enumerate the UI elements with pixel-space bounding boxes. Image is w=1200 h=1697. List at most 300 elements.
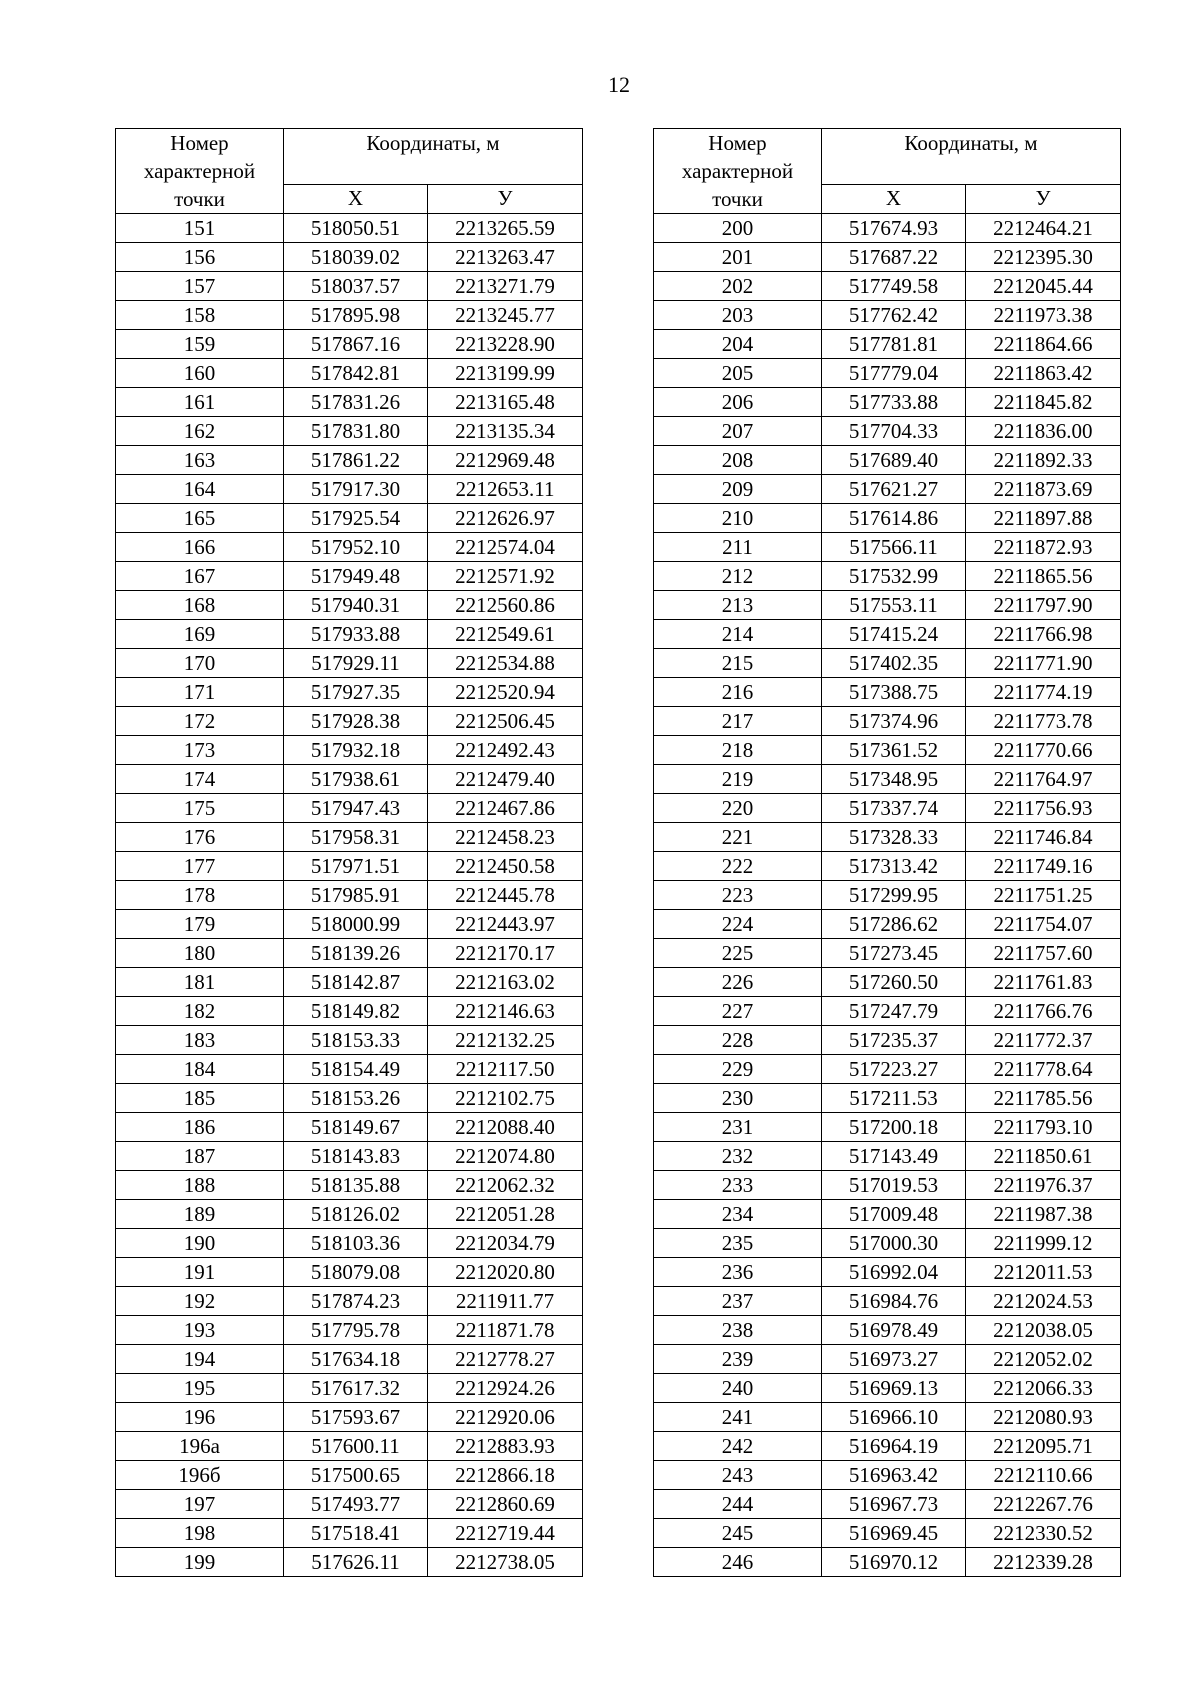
table-row bbox=[116, 620, 583, 649]
y-coordinate-cell: 2211766.98 bbox=[966, 620, 1121, 649]
x-coordinate-cell: 517402.35 bbox=[822, 649, 966, 678]
point-number-cell: 205 bbox=[654, 359, 822, 388]
table-row bbox=[116, 1084, 583, 1113]
point-number-cell: 163 bbox=[116, 446, 284, 475]
table-row bbox=[116, 591, 583, 620]
table-row bbox=[654, 1055, 1121, 1084]
y-coordinate-cell: 2212883.93 bbox=[428, 1432, 583, 1461]
table-row bbox=[116, 1519, 583, 1548]
x-coordinate-cell: 518079.08 bbox=[284, 1258, 428, 1287]
y-coordinate-cell: 2212860.69 bbox=[428, 1490, 583, 1519]
point-number-cell: 233 bbox=[654, 1171, 822, 1200]
y-coordinate-cell: 2212088.40 bbox=[428, 1113, 583, 1142]
y-column-header: У bbox=[428, 184, 583, 213]
point-number-header-line: Номер bbox=[708, 131, 767, 155]
x-coordinate-cell: 516984.76 bbox=[822, 1287, 966, 1316]
x-coordinate-cell: 517019.53 bbox=[822, 1171, 966, 1200]
page-number: 12 bbox=[608, 72, 630, 97]
table-row bbox=[654, 1200, 1121, 1229]
x-coordinate-cell: 517247.79 bbox=[822, 997, 966, 1026]
x-coordinate-cell: 517831.80 bbox=[284, 417, 428, 446]
point-number-cell: 169 bbox=[116, 620, 284, 649]
point-number-header-line: Номер bbox=[170, 131, 229, 155]
x-coordinate-cell: 517593.67 bbox=[284, 1403, 428, 1432]
table-row bbox=[116, 852, 583, 881]
y-coordinate-cell: 2212738.05 bbox=[428, 1548, 583, 1577]
header-row bbox=[654, 129, 1121, 185]
point-number-cell: 225 bbox=[654, 939, 822, 968]
x-coordinate-cell: 518126.02 bbox=[284, 1200, 428, 1229]
table-row bbox=[654, 301, 1121, 330]
table-body bbox=[116, 214, 583, 1577]
y-column-header: У bbox=[966, 184, 1121, 213]
x-coordinate-cell: 517958.31 bbox=[284, 823, 428, 852]
x-coordinate-cell: 517235.37 bbox=[822, 1026, 966, 1055]
table-row bbox=[654, 243, 1121, 272]
table-row bbox=[116, 939, 583, 968]
point-number-cell: 187 bbox=[116, 1142, 284, 1171]
x-coordinate-cell: 518037.57 bbox=[284, 272, 428, 301]
table-row bbox=[654, 736, 1121, 765]
y-coordinate-cell: 2212450.58 bbox=[428, 852, 583, 881]
x-coordinate-cell: 517928.38 bbox=[284, 707, 428, 736]
x-coordinate-cell: 518139.26 bbox=[284, 939, 428, 968]
point-number-cell: 218 bbox=[654, 736, 822, 765]
point-number-cell: 216 bbox=[654, 678, 822, 707]
point-number-cell: 160 bbox=[116, 359, 284, 388]
point-number-cell: 224 bbox=[654, 910, 822, 939]
x-coordinate-cell: 518103.36 bbox=[284, 1229, 428, 1258]
x-coordinate-cell: 517762.42 bbox=[822, 301, 966, 330]
table-row bbox=[654, 533, 1121, 562]
y-coordinate-cell: 2211797.90 bbox=[966, 591, 1121, 620]
table-row bbox=[654, 910, 1121, 939]
table-row bbox=[116, 765, 583, 794]
y-coordinate-cell: 2211770.66 bbox=[966, 736, 1121, 765]
x-coordinate-cell: 517689.40 bbox=[822, 446, 966, 475]
table-row bbox=[116, 1026, 583, 1055]
point-number-cell: 209 bbox=[654, 475, 822, 504]
point-number-cell: 158 bbox=[116, 301, 284, 330]
table-row bbox=[654, 1519, 1121, 1548]
y-coordinate-cell: 2211772.37 bbox=[966, 1026, 1121, 1055]
table-row bbox=[654, 330, 1121, 359]
y-coordinate-cell: 2212330.52 bbox=[966, 1519, 1121, 1548]
x-coordinate-cell: 517867.16 bbox=[284, 330, 428, 359]
y-coordinate-cell: 2211976.37 bbox=[966, 1171, 1121, 1200]
y-coordinate-cell: 2212163.02 bbox=[428, 968, 583, 997]
point-number-cell: 183 bbox=[116, 1026, 284, 1055]
x-coordinate-cell: 517779.04 bbox=[822, 359, 966, 388]
y-coordinate-cell: 2212924.26 bbox=[428, 1374, 583, 1403]
x-coordinate-cell: 517361.52 bbox=[822, 736, 966, 765]
y-coordinate-cell: 2211793.10 bbox=[966, 1113, 1121, 1142]
table-body bbox=[654, 214, 1121, 1577]
x-coordinate-cell: 517927.35 bbox=[284, 678, 428, 707]
point-number-cell: 200 bbox=[654, 214, 822, 243]
point-number-cell: 214 bbox=[654, 620, 822, 649]
y-coordinate-cell: 2212062.32 bbox=[428, 1171, 583, 1200]
point-number-cell: 151 bbox=[116, 214, 284, 243]
x-coordinate-cell: 516970.12 bbox=[822, 1548, 966, 1577]
point-number-cell: 198 bbox=[116, 1519, 284, 1548]
point-number-cell: 170 bbox=[116, 649, 284, 678]
table-row bbox=[654, 272, 1121, 301]
y-coordinate-cell: 2212051.28 bbox=[428, 1200, 583, 1229]
y-coordinate-cell: 2212443.97 bbox=[428, 910, 583, 939]
x-coordinate-cell: 518050.51 bbox=[284, 214, 428, 243]
point-number-cell: 193 bbox=[116, 1316, 284, 1345]
table-row bbox=[116, 1316, 583, 1345]
point-number-cell: 167 bbox=[116, 562, 284, 591]
x-coordinate-cell: 516973.27 bbox=[822, 1345, 966, 1374]
x-coordinate-cell: 517273.45 bbox=[822, 939, 966, 968]
x-coordinate-cell: 517200.18 bbox=[822, 1113, 966, 1142]
point-number-cell: 244 bbox=[654, 1490, 822, 1519]
y-coordinate-cell: 2212011.53 bbox=[966, 1258, 1121, 1287]
table-row bbox=[116, 1287, 583, 1316]
table-row bbox=[116, 1461, 583, 1490]
table-row bbox=[654, 562, 1121, 591]
x-coordinate-cell: 517328.33 bbox=[822, 823, 966, 852]
x-coordinate-cell: 516966.10 bbox=[822, 1403, 966, 1432]
point-number-cell: 201 bbox=[654, 243, 822, 272]
table-row bbox=[654, 649, 1121, 678]
table-row bbox=[116, 1258, 583, 1287]
x-coordinate-cell: 518039.02 bbox=[284, 243, 428, 272]
y-coordinate-cell: 2212020.80 bbox=[428, 1258, 583, 1287]
y-coordinate-cell: 2212080.93 bbox=[966, 1403, 1121, 1432]
x-coordinate-cell: 517938.61 bbox=[284, 765, 428, 794]
header-row bbox=[116, 129, 583, 185]
x-coordinate-cell: 517313.42 bbox=[822, 852, 966, 881]
table-row bbox=[116, 1055, 583, 1084]
x-coordinate-cell: 517286.62 bbox=[822, 910, 966, 939]
y-coordinate-cell: 2211751.25 bbox=[966, 881, 1121, 910]
point-number-cell: 241 bbox=[654, 1403, 822, 1432]
y-coordinate-cell: 2211749.16 bbox=[966, 852, 1121, 881]
point-number-cell: 208 bbox=[654, 446, 822, 475]
table-row bbox=[654, 852, 1121, 881]
y-coordinate-cell: 2211897.88 bbox=[966, 504, 1121, 533]
y-coordinate-cell: 2211778.64 bbox=[966, 1055, 1121, 1084]
y-coordinate-cell: 2212146.63 bbox=[428, 997, 583, 1026]
y-coordinate-cell: 2211987.38 bbox=[966, 1200, 1121, 1229]
y-coordinate-cell: 2212170.17 bbox=[428, 939, 583, 968]
x-coordinate-cell: 518153.33 bbox=[284, 1026, 428, 1055]
x-coordinate-cell: 517374.96 bbox=[822, 707, 966, 736]
table-row bbox=[654, 881, 1121, 910]
y-coordinate-cell: 2211999.12 bbox=[966, 1229, 1121, 1258]
y-coordinate-cell: 2212866.18 bbox=[428, 1461, 583, 1490]
x-coordinate-cell: 517929.11 bbox=[284, 649, 428, 678]
point-number-cell: 242 bbox=[654, 1432, 822, 1461]
y-coordinate-cell: 2212074.80 bbox=[428, 1142, 583, 1171]
y-coordinate-cell: 2212267.76 bbox=[966, 1490, 1121, 1519]
x-coordinate-cell: 517143.49 bbox=[822, 1142, 966, 1171]
y-coordinate-cell: 2211746.84 bbox=[966, 823, 1121, 852]
y-coordinate-cell: 2211761.83 bbox=[966, 968, 1121, 997]
y-coordinate-cell: 2212395.30 bbox=[966, 243, 1121, 272]
x-coordinate-cell: 518149.82 bbox=[284, 997, 428, 1026]
point-number-cell: 196а bbox=[116, 1432, 284, 1461]
point-number-header-line: характерной bbox=[143, 159, 256, 183]
y-coordinate-cell: 2212492.43 bbox=[428, 736, 583, 765]
y-coordinate-cell: 2211845.82 bbox=[966, 388, 1121, 417]
point-number-cell: 228 bbox=[654, 1026, 822, 1055]
y-coordinate-cell: 2211754.07 bbox=[966, 910, 1121, 939]
y-coordinate-cell: 2212549.61 bbox=[428, 620, 583, 649]
table-row bbox=[654, 939, 1121, 968]
y-coordinate-cell: 2212024.53 bbox=[966, 1287, 1121, 1316]
table-row bbox=[116, 214, 583, 243]
point-number-cell: 239 bbox=[654, 1345, 822, 1374]
x-coordinate-cell: 517009.48 bbox=[822, 1200, 966, 1229]
table-row bbox=[116, 301, 583, 330]
x-coordinate-cell: 517617.32 bbox=[284, 1374, 428, 1403]
point-number-cell: 159 bbox=[116, 330, 284, 359]
y-coordinate-cell: 2211774.19 bbox=[966, 678, 1121, 707]
point-number-cell: 220 bbox=[654, 794, 822, 823]
x-coordinate-cell: 517874.23 bbox=[284, 1287, 428, 1316]
point-number-cell: 196 bbox=[116, 1403, 284, 1432]
point-number-cell: 232 bbox=[654, 1142, 822, 1171]
point-number-cell: 156 bbox=[116, 243, 284, 272]
x-coordinate-cell: 518143.83 bbox=[284, 1142, 428, 1171]
y-coordinate-cell: 2212778.27 bbox=[428, 1345, 583, 1374]
x-coordinate-cell: 517795.78 bbox=[284, 1316, 428, 1345]
table-row bbox=[116, 1345, 583, 1374]
point-number-cell: 177 bbox=[116, 852, 284, 881]
y-coordinate-cell: 2213228.90 bbox=[428, 330, 583, 359]
point-number-cell: 192 bbox=[116, 1287, 284, 1316]
x-coordinate-cell: 517932.18 bbox=[284, 736, 428, 765]
y-coordinate-cell: 2211865.56 bbox=[966, 562, 1121, 591]
point-number-cell: 227 bbox=[654, 997, 822, 1026]
point-number-cell: 161 bbox=[116, 388, 284, 417]
table-row bbox=[116, 1548, 583, 1577]
y-coordinate-cell: 2212560.86 bbox=[428, 591, 583, 620]
x-coordinate-cell: 517415.24 bbox=[822, 620, 966, 649]
table-row bbox=[116, 968, 583, 997]
x-coordinate-cell: 517518.41 bbox=[284, 1519, 428, 1548]
point-number-cell: 175 bbox=[116, 794, 284, 823]
x-coordinate-cell: 518149.67 bbox=[284, 1113, 428, 1142]
y-coordinate-cell: 2212506.45 bbox=[428, 707, 583, 736]
x-coordinate-cell: 518154.49 bbox=[284, 1055, 428, 1084]
table-row bbox=[116, 1142, 583, 1171]
y-coordinate-cell: 2212969.48 bbox=[428, 446, 583, 475]
x-coordinate-cell: 517493.77 bbox=[284, 1490, 428, 1519]
y-coordinate-cell: 2212117.50 bbox=[428, 1055, 583, 1084]
x-coordinate-cell: 518153.26 bbox=[284, 1084, 428, 1113]
x-coordinate-cell: 517500.65 bbox=[284, 1461, 428, 1490]
table-row bbox=[116, 649, 583, 678]
point-number-cell: 203 bbox=[654, 301, 822, 330]
x-coordinate-cell: 517566.11 bbox=[822, 533, 966, 562]
table-row bbox=[116, 736, 583, 765]
x-coordinate-cell: 517600.11 bbox=[284, 1432, 428, 1461]
table-row bbox=[116, 446, 583, 475]
y-coordinate-cell: 2211892.33 bbox=[966, 446, 1121, 475]
y-coordinate-cell: 2212464.21 bbox=[966, 214, 1121, 243]
x-coordinate-cell: 517933.88 bbox=[284, 620, 428, 649]
coordinates-table-left bbox=[115, 128, 583, 1577]
table-row bbox=[116, 794, 583, 823]
y-coordinate-cell: 2212445.78 bbox=[428, 881, 583, 910]
table-row bbox=[654, 1026, 1121, 1055]
y-coordinate-cell: 2212458.23 bbox=[428, 823, 583, 852]
point-number-cell: 179 bbox=[116, 910, 284, 939]
table-row bbox=[654, 1142, 1121, 1171]
point-number-cell: 190 bbox=[116, 1229, 284, 1258]
table-row bbox=[116, 359, 583, 388]
point-number-cell: 243 bbox=[654, 1461, 822, 1490]
y-coordinate-cell: 2211863.42 bbox=[966, 359, 1121, 388]
point-number-cell: 230 bbox=[654, 1084, 822, 1113]
table-row bbox=[654, 678, 1121, 707]
y-coordinate-cell: 2212626.97 bbox=[428, 504, 583, 533]
point-number-cell: 162 bbox=[116, 417, 284, 446]
x-coordinate-cell: 517626.11 bbox=[284, 1548, 428, 1577]
x-coordinate-cell: 517949.48 bbox=[284, 562, 428, 591]
point-number-cell: 202 bbox=[654, 272, 822, 301]
point-number-cell: 173 bbox=[116, 736, 284, 765]
y-coordinate-cell: 2212653.11 bbox=[428, 475, 583, 504]
point-number-cell: 222 bbox=[654, 852, 822, 881]
y-coordinate-cell: 2212920.06 bbox=[428, 1403, 583, 1432]
point-number-cell: 236 bbox=[654, 1258, 822, 1287]
point-number-header bbox=[116, 129, 284, 214]
point-number-cell: 196б bbox=[116, 1461, 284, 1490]
x-coordinate-cell: 517211.53 bbox=[822, 1084, 966, 1113]
table-row bbox=[654, 1171, 1121, 1200]
x-column-header: Х bbox=[284, 184, 428, 213]
table-row bbox=[116, 272, 583, 301]
table-row bbox=[654, 823, 1121, 852]
y-coordinate-cell: 2212520.94 bbox=[428, 678, 583, 707]
point-number-cell: 165 bbox=[116, 504, 284, 533]
table-row bbox=[116, 417, 583, 446]
point-number-cell: 194 bbox=[116, 1345, 284, 1374]
x-coordinate-cell: 517634.18 bbox=[284, 1345, 428, 1374]
table-row bbox=[654, 591, 1121, 620]
x-coordinate-cell: 516967.73 bbox=[822, 1490, 966, 1519]
x-coordinate-cell: 517337.74 bbox=[822, 794, 966, 823]
table-row bbox=[116, 504, 583, 533]
y-coordinate-cell: 2211873.69 bbox=[966, 475, 1121, 504]
coordinates-table-right bbox=[653, 128, 1121, 1577]
point-number-cell: 188 bbox=[116, 1171, 284, 1200]
point-number-cell: 212 bbox=[654, 562, 822, 591]
y-coordinate-cell: 2211911.77 bbox=[428, 1287, 583, 1316]
table-row bbox=[116, 562, 583, 591]
y-coordinate-cell: 2212095.71 bbox=[966, 1432, 1121, 1461]
table-row bbox=[654, 1084, 1121, 1113]
table-row bbox=[116, 475, 583, 504]
table-row bbox=[654, 388, 1121, 417]
point-number-cell: 210 bbox=[654, 504, 822, 533]
point-number-cell: 206 bbox=[654, 388, 822, 417]
x-coordinate-cell: 517971.51 bbox=[284, 852, 428, 881]
point-number-cell: 184 bbox=[116, 1055, 284, 1084]
y-coordinate-cell: 2211764.97 bbox=[966, 765, 1121, 794]
table-row bbox=[116, 1374, 583, 1403]
point-number-cell: 157 bbox=[116, 272, 284, 301]
table-row bbox=[116, 1403, 583, 1432]
x-coordinate-cell: 517553.11 bbox=[822, 591, 966, 620]
point-number-cell: 219 bbox=[654, 765, 822, 794]
x-coordinate-cell: 517621.27 bbox=[822, 475, 966, 504]
y-coordinate-cell: 2211871.78 bbox=[428, 1316, 583, 1345]
point-number-header-line: точки bbox=[174, 187, 225, 211]
table-row bbox=[116, 243, 583, 272]
x-column-header: Х bbox=[822, 184, 966, 213]
point-number-header-line: характерной bbox=[681, 159, 794, 183]
y-coordinate-cell: 2212052.02 bbox=[966, 1345, 1121, 1374]
x-coordinate-cell: 516992.04 bbox=[822, 1258, 966, 1287]
y-coordinate-cell: 2211973.38 bbox=[966, 301, 1121, 330]
table-row bbox=[654, 1113, 1121, 1142]
table-row bbox=[116, 1229, 583, 1258]
x-coordinate-cell: 517861.22 bbox=[284, 446, 428, 475]
table-row bbox=[654, 1461, 1121, 1490]
y-coordinate-cell: 2212534.88 bbox=[428, 649, 583, 678]
table-row bbox=[654, 504, 1121, 533]
table-row bbox=[654, 359, 1121, 388]
x-coordinate-cell: 517925.54 bbox=[284, 504, 428, 533]
y-coordinate-cell: 2212339.28 bbox=[966, 1548, 1121, 1577]
x-coordinate-cell: 517940.31 bbox=[284, 591, 428, 620]
x-coordinate-cell: 516964.19 bbox=[822, 1432, 966, 1461]
table-row bbox=[654, 1229, 1121, 1258]
x-coordinate-cell: 517781.81 bbox=[822, 330, 966, 359]
point-number-cell: 245 bbox=[654, 1519, 822, 1548]
table-row bbox=[654, 446, 1121, 475]
x-coordinate-cell: 517687.22 bbox=[822, 243, 966, 272]
point-number-cell: 229 bbox=[654, 1055, 822, 1084]
table-row bbox=[116, 910, 583, 939]
y-coordinate-cell: 2213265.59 bbox=[428, 214, 583, 243]
table-row bbox=[654, 1287, 1121, 1316]
y-coordinate-cell: 2212467.86 bbox=[428, 794, 583, 823]
point-number-cell: 191 bbox=[116, 1258, 284, 1287]
y-coordinate-cell: 2212102.75 bbox=[428, 1084, 583, 1113]
point-number-cell: 181 bbox=[116, 968, 284, 997]
point-number-cell: 172 bbox=[116, 707, 284, 736]
table-row bbox=[116, 678, 583, 707]
table-row bbox=[116, 388, 583, 417]
y-coordinate-cell: 2213135.34 bbox=[428, 417, 583, 446]
point-number-cell: 186 bbox=[116, 1113, 284, 1142]
point-number-cell: 207 bbox=[654, 417, 822, 446]
point-number-cell: 234 bbox=[654, 1200, 822, 1229]
table-row bbox=[116, 1171, 583, 1200]
point-number-cell: 180 bbox=[116, 939, 284, 968]
x-coordinate-cell: 517532.99 bbox=[822, 562, 966, 591]
point-number-cell: 221 bbox=[654, 823, 822, 852]
table-row bbox=[654, 620, 1121, 649]
point-number-cell: 166 bbox=[116, 533, 284, 562]
table-row bbox=[116, 707, 583, 736]
y-coordinate-cell: 2212045.44 bbox=[966, 272, 1121, 301]
point-number-cell: 197 bbox=[116, 1490, 284, 1519]
table-row bbox=[654, 794, 1121, 823]
point-number-cell: 168 bbox=[116, 591, 284, 620]
table-row bbox=[654, 214, 1121, 243]
y-coordinate-cell: 2212479.40 bbox=[428, 765, 583, 794]
point-number-cell: 238 bbox=[654, 1316, 822, 1345]
